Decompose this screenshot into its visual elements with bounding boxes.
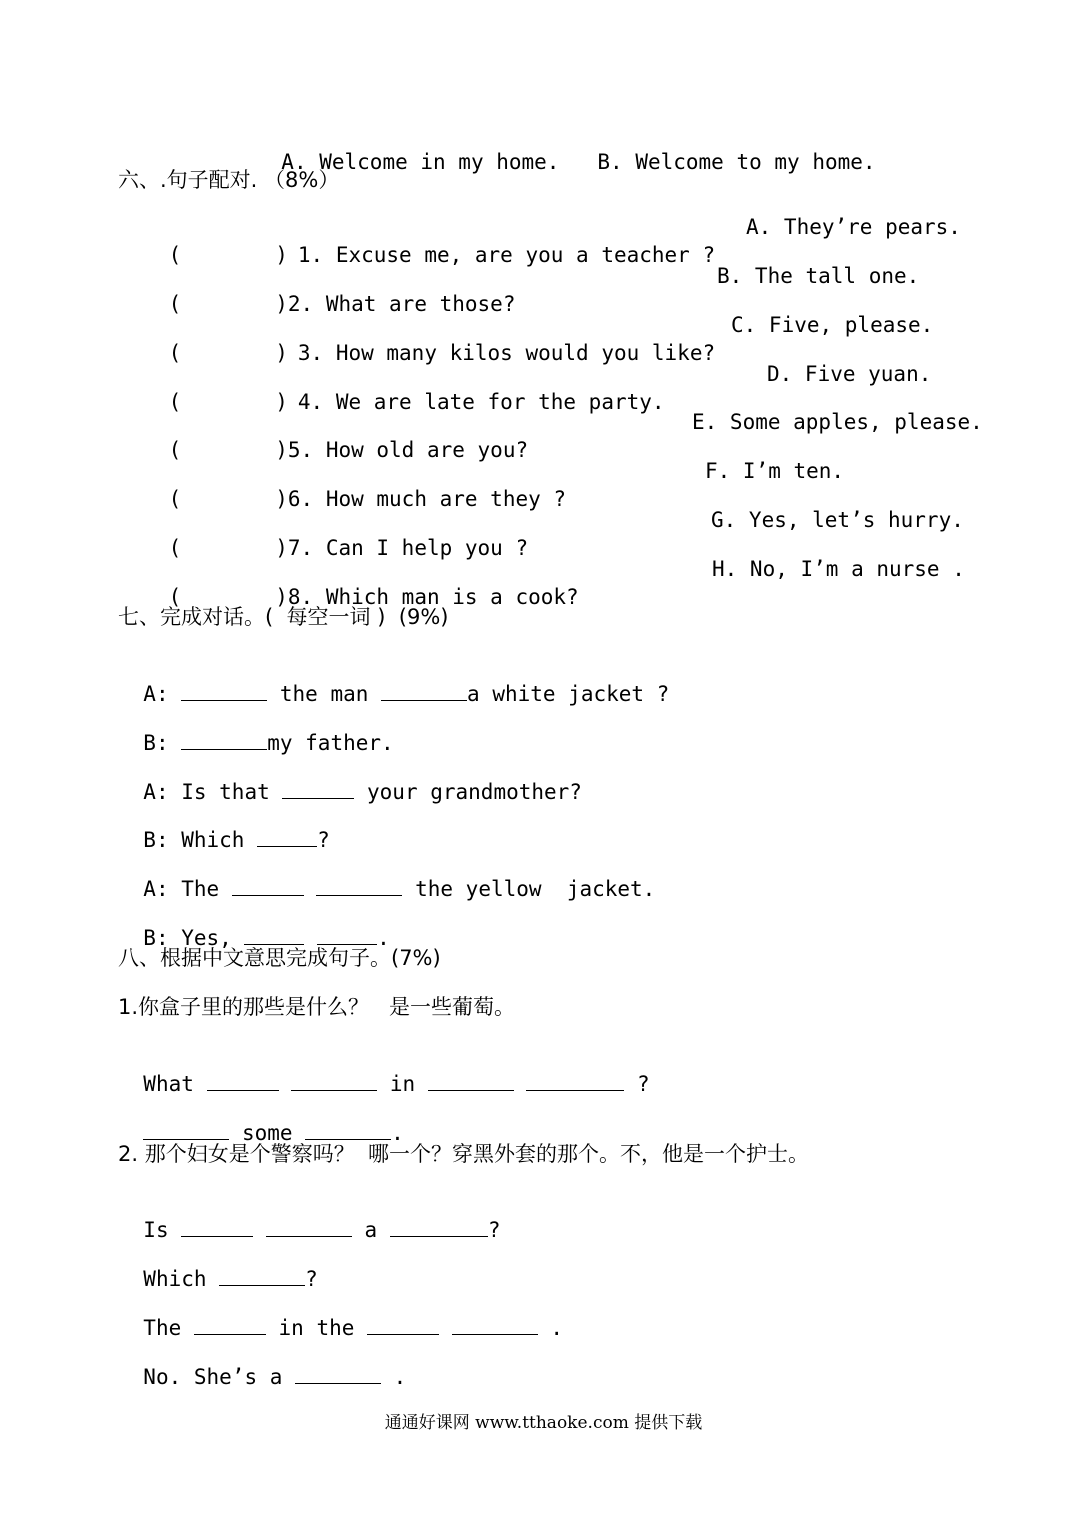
answer-option-f: F. I’m ten. bbox=[705, 459, 845, 483]
paren-open: ( bbox=[168, 536, 182, 560]
paren-close: ) bbox=[275, 585, 288, 609]
spacer bbox=[559, 150, 597, 174]
dialogue-text: the man bbox=[267, 682, 382, 706]
fill-blank[interactable] bbox=[367, 1316, 439, 1335]
fill-blank[interactable] bbox=[526, 1072, 624, 1091]
fill-blank[interactable] bbox=[305, 1121, 391, 1140]
dialogue-line-1 bbox=[118, 652, 670, 706]
fill-blank[interactable] bbox=[181, 682, 267, 701]
dialogue-text: B: bbox=[143, 731, 182, 755]
question-text: 2. What are those? bbox=[287, 292, 516, 316]
dialogue-text: A: bbox=[143, 682, 182, 706]
answer-text bbox=[439, 1316, 452, 1340]
q2-answer-line-3 bbox=[118, 1286, 563, 1340]
dialogue-line-6 bbox=[118, 896, 390, 950]
dialogue-line-2 bbox=[118, 701, 394, 755]
paren-open: ( bbox=[168, 243, 182, 267]
fill-blank[interactable] bbox=[207, 1072, 279, 1091]
question-text: 6. How much are they ? bbox=[287, 487, 567, 511]
answer-text: Is bbox=[143, 1218, 182, 1242]
question-text: 4. We are late for the party. bbox=[297, 390, 665, 414]
answer-text: What bbox=[143, 1072, 207, 1096]
fill-blank[interactable] bbox=[295, 1365, 381, 1384]
dialogue-text: a white jacket ? bbox=[467, 682, 670, 706]
fill-blank[interactable] bbox=[452, 1316, 538, 1335]
paren-close: ) bbox=[275, 536, 288, 560]
dialogue-line-3 bbox=[118, 750, 582, 804]
question-text: 7. Can I help you ? bbox=[287, 536, 529, 560]
matching-row-4 bbox=[118, 360, 665, 414]
paren-open: ( bbox=[168, 341, 182, 365]
dialogue-line-4 bbox=[118, 798, 330, 852]
fill-blank[interactable] bbox=[257, 828, 317, 847]
fill-blank[interactable] bbox=[428, 1072, 514, 1091]
fill-blank[interactable] bbox=[266, 1218, 352, 1237]
q2-answer-line-4 bbox=[118, 1335, 407, 1389]
matching-row-8 bbox=[118, 555, 579, 609]
fill-blank[interactable] bbox=[194, 1316, 266, 1335]
answer-option-b: B. The tall one. bbox=[717, 264, 920, 288]
option-b: B. Welcome to my home. bbox=[597, 150, 876, 174]
paren-close: ) bbox=[275, 487, 288, 511]
answer-text: . bbox=[537, 1316, 563, 1340]
fill-blank[interactable] bbox=[282, 780, 354, 799]
fill-blank[interactable] bbox=[317, 926, 377, 945]
paren-open: ( bbox=[168, 390, 182, 414]
answer-text: Which bbox=[143, 1267, 220, 1291]
q1-answer-line-2 bbox=[118, 1091, 404, 1145]
answer-text: a bbox=[351, 1218, 390, 1242]
fill-blank[interactable] bbox=[232, 877, 304, 896]
paren-close: ) bbox=[275, 390, 288, 414]
q2-answer-line-1 bbox=[118, 1188, 501, 1242]
answer-text: ? bbox=[624, 1072, 650, 1096]
answer-option-d: D. Five yuan. bbox=[767, 362, 932, 386]
page-footer: 通通好课网 www.tthaoke.com 提供下载 bbox=[384, 1413, 703, 1433]
answer-text: in the bbox=[265, 1316, 368, 1340]
dialogue-text: ? bbox=[317, 828, 330, 852]
answer-text: some bbox=[229, 1121, 306, 1145]
question-text: 1. Excuse me, are you a teacher ? bbox=[297, 243, 716, 267]
dialogue-text: . bbox=[377, 926, 390, 950]
question-text: 3. How many kilos would you like? bbox=[297, 341, 716, 365]
answer-text: . bbox=[381, 1365, 407, 1389]
dialogue-text: your grandmother? bbox=[354, 780, 582, 804]
section7-heading: 七、完成对话。( 每空一词 ) (9%) bbox=[118, 605, 449, 629]
paren-close: ) bbox=[275, 292, 288, 316]
option-a: A. Welcome in my home. bbox=[281, 150, 560, 174]
paren-open: ( bbox=[168, 487, 182, 511]
dialogue-text: B: Which bbox=[143, 828, 258, 852]
matching-row-5 bbox=[118, 408, 529, 462]
dialogue-text: my father. bbox=[267, 731, 394, 755]
answer-text: in bbox=[377, 1072, 428, 1096]
paren-close: ) bbox=[275, 438, 288, 462]
dialogue-line-5 bbox=[118, 847, 656, 901]
paren-open: ( bbox=[168, 292, 182, 316]
q2-chinese: 2. 那个妇女是个警察吗？ 哪一个？穿黑外套的那个。不，他是一个护士。 bbox=[118, 1142, 810, 1166]
fill-blank[interactable] bbox=[390, 1218, 488, 1237]
q1-chinese: 1.你盒子里的那些是什么？ 是一些葡萄。 bbox=[118, 995, 516, 1019]
matching-row-7 bbox=[118, 506, 529, 560]
question-text: 8. Which man is a cook? bbox=[287, 585, 579, 609]
answer-option-g: G. Yes, let’s hurry. bbox=[711, 508, 964, 532]
matching-row-2 bbox=[118, 262, 516, 316]
answer-text bbox=[514, 1072, 527, 1096]
paren-close: ) bbox=[275, 243, 288, 267]
question-text: 5. How old are you? bbox=[287, 438, 529, 462]
dialogue-text: A: The bbox=[143, 877, 232, 901]
fill-blank[interactable] bbox=[181, 731, 267, 750]
paren-open: ( bbox=[168, 438, 182, 462]
section6-heading: 六、.句子配对. （8%） bbox=[118, 168, 340, 192]
answer-text: ? bbox=[305, 1267, 318, 1291]
paren-open: ( bbox=[168, 585, 182, 609]
answer-option-h: H. No, I’m a nurse . bbox=[712, 557, 965, 581]
answer-text: No. She’s a bbox=[143, 1365, 296, 1389]
paren-close: ) bbox=[275, 341, 288, 365]
fill-blank[interactable] bbox=[291, 1072, 377, 1091]
options-line bbox=[256, 120, 876, 174]
answer-text: ? bbox=[487, 1218, 501, 1242]
fill-blank[interactable] bbox=[181, 1218, 253, 1237]
fill-blank[interactable] bbox=[219, 1267, 305, 1286]
matching-row-1 bbox=[118, 213, 716, 267]
matching-row-3 bbox=[118, 311, 716, 365]
answer-option-a: A. They’re pears. bbox=[746, 215, 961, 239]
fill-blank[interactable] bbox=[244, 926, 304, 945]
answer-option-c: C. Five, please. bbox=[731, 313, 934, 337]
q2-answer-line-2 bbox=[118, 1237, 318, 1291]
dialogue-text: the yellow jacket. bbox=[402, 877, 656, 901]
fill-blank[interactable] bbox=[316, 877, 402, 896]
dialogue-text: A: Is that bbox=[143, 780, 283, 804]
answer-option-e: E. Some apples, please. bbox=[692, 410, 983, 434]
matching-row-6 bbox=[118, 457, 567, 511]
section8-heading: 八、根据中文意思完成句子。(7%) bbox=[118, 946, 441, 970]
fill-blank[interactable] bbox=[381, 682, 467, 701]
q1-answer-line-1 bbox=[118, 1042, 650, 1096]
fill-blank[interactable] bbox=[143, 1121, 229, 1140]
dialogue-text: B: Yes, bbox=[143, 926, 245, 950]
answer-text: The bbox=[143, 1316, 194, 1340]
answer-text: . bbox=[391, 1121, 404, 1145]
